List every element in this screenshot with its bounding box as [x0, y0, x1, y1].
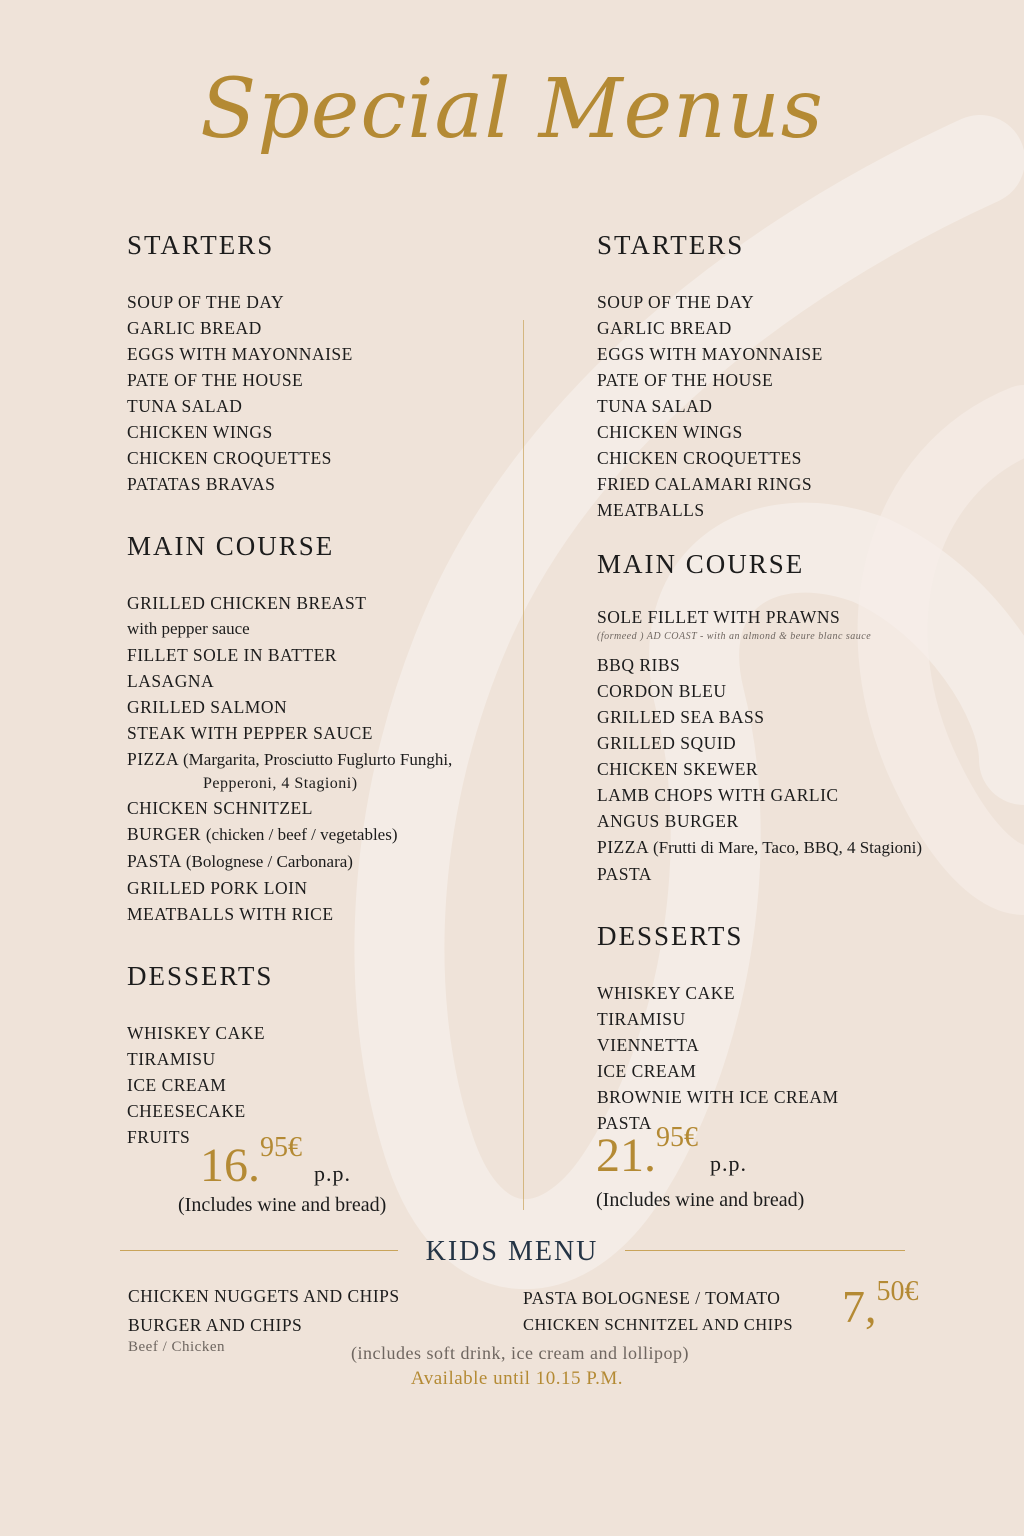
- kids-item-sub: Beef / Chicken: [128, 1339, 225, 1355]
- item-detail: (Frutti di Mare, Taco, BBQ, 4 Stagioni): [653, 838, 923, 857]
- menu-item: [597, 834, 997, 861]
- kids-includes-note: (includes soft drink, ice cream and lollipop): [351, 1343, 689, 1363]
- menu-item: LAMB CHOPS WITH GARLIC: [597, 785, 839, 805]
- menu-item: FRUITS: [127, 1127, 191, 1147]
- kids-item: CHICKEN SCHNITZEL AND CHIPS: [523, 1315, 794, 1334]
- right-starters: [597, 230, 997, 523]
- item-name: PASTA: [127, 851, 181, 871]
- menu-item: GARLIC BREAD: [597, 318, 732, 338]
- menu-right: [597, 230, 997, 1170]
- menu-item: WHISKEY CAKE: [597, 983, 736, 1003]
- menu-item: BROWNIE WITH ICE CREAM: [597, 1087, 839, 1107]
- menu-item: CHICKEN WINGS: [127, 422, 273, 442]
- kids-item: PASTA BOLOGNESE / TOMATO: [523, 1288, 781, 1308]
- menu-item: MEATBALLS WITH RICE: [127, 904, 334, 924]
- left-main-course: [127, 531, 507, 927]
- menu-item: FRIED CALAMARI RINGS: [597, 474, 813, 494]
- left-starters: [127, 230, 507, 497]
- menu-item: STEAK WITH PEPPER SAUCE: [127, 723, 373, 743]
- price-cents: 95€: [260, 1132, 302, 1163]
- section-heading: DESSERTS: [597, 921, 744, 951]
- menu-item: [127, 848, 507, 875]
- menu-item: PATE OF THE HOUSE: [597, 370, 774, 390]
- menu-item: MEATBALLS: [597, 500, 705, 520]
- menu-item: PATE OF THE HOUSE: [127, 370, 304, 390]
- menu-item-sub: with pepper sauce: [127, 619, 250, 638]
- menu-item: TUNA SALAD: [597, 396, 713, 416]
- menu-item-detail: Pepperoni, 4 Stagioni): [203, 775, 358, 792]
- page-title: Special Menus: [200, 62, 824, 157]
- right-includes: (Includes wine and bread): [596, 1189, 805, 1211]
- menu-item: WHISKEY CAKE: [127, 1023, 266, 1043]
- menu-item: TIRAMISU: [597, 1009, 686, 1029]
- item-name: PIZZA: [127, 749, 179, 769]
- menu-item: EGGS WITH MAYONNAISE: [127, 344, 353, 364]
- menu-item: [127, 746, 507, 773]
- column-divider: [523, 320, 524, 1210]
- price-cents: 95€: [656, 1122, 698, 1153]
- kids-menu-heading: KIDS MENU: [425, 1236, 599, 1267]
- price-per-person: p.p.: [710, 1151, 747, 1176]
- menu-item: CHICKEN WINGS: [597, 422, 743, 442]
- section-heading: MAIN COURSE: [597, 549, 805, 579]
- menu-item: VIENNETTA: [597, 1035, 700, 1055]
- left-desserts: [127, 961, 507, 1150]
- menu-item: EGGS WITH MAYONNAISE: [597, 344, 823, 364]
- menu-item: CORDON BLEU: [597, 681, 727, 701]
- menu-item: GRILLED PORK LOIN: [127, 878, 308, 898]
- menu-item: GARLIC BREAD: [127, 318, 262, 338]
- left-price: [200, 1132, 351, 1193]
- menu-item: ICE CREAM: [127, 1075, 227, 1095]
- menu-item: ANGUS BURGER: [597, 811, 739, 831]
- menu-item: GRILLED SEA BASS: [597, 707, 765, 727]
- menu-item: [127, 821, 507, 848]
- left-includes: (Includes wine and bread): [178, 1194, 387, 1216]
- menu-item: CHICKEN SKEWER: [597, 759, 759, 779]
- kids-item: CHICKEN NUGGETS AND CHIPS: [128, 1286, 400, 1306]
- availability-note: Available until 10.15 P.M.: [410, 1368, 624, 1389]
- item-detail: (chicken / beef / vegetables): [205, 825, 398, 844]
- menu-item: GRILLED CHICKEN BREAST: [127, 593, 367, 613]
- section-heading: STARTERS: [127, 230, 275, 260]
- menu-item: PATATAS BRAVAS: [127, 474, 276, 494]
- price-cents: 50€: [876, 1276, 919, 1307]
- price-euros: 7,: [842, 1281, 877, 1332]
- item-name: PIZZA: [597, 837, 649, 857]
- menu-item: ICE CREAM: [597, 1061, 697, 1081]
- menu-item-note: (formeed ) AD COAST - with an almond & beure blanc sauce: [597, 631, 872, 642]
- menu-item: CHICKEN CROQUETTES: [127, 448, 332, 468]
- kids-price: [842, 1276, 919, 1333]
- menu-item: LASAGNA: [127, 671, 215, 691]
- menu-item: SOLE FILLET WITH PRAWNS: [597, 607, 841, 627]
- price-euros: 16.: [200, 1139, 260, 1192]
- item-detail: (Margarita, Prosciutto Fuglurto Funghi,: [183, 750, 453, 769]
- menu-item: PASTA: [597, 864, 652, 884]
- menu-item: GRILLED SQUID: [597, 733, 737, 753]
- menu-item: TUNA SALAD: [127, 396, 243, 416]
- menu-left: [127, 230, 507, 1184]
- menu-item: SOUP OF THE DAY: [597, 292, 755, 312]
- section-heading: STARTERS: [597, 230, 745, 260]
- menu-item: GRILLED SALMON: [127, 697, 288, 717]
- menu-item: CHICKEN SCHNITZEL: [127, 798, 313, 818]
- menu-item: BBQ RIBS: [597, 655, 681, 675]
- menu-item: FILLET SOLE IN BATTER: [127, 645, 337, 665]
- menu-item: CHICKEN CROQUETTES: [597, 448, 802, 468]
- section-heading: MAIN COURSE: [127, 531, 335, 561]
- item-name: BURGER: [127, 824, 201, 844]
- price-per-person: p.p.: [314, 1161, 351, 1186]
- menu-item: TIRAMISU: [127, 1049, 216, 1069]
- item-detail: (Bolognese / Carbonara): [185, 852, 353, 871]
- price-euros: 21.: [596, 1129, 656, 1182]
- menu-item: PASTA: [597, 1113, 652, 1133]
- section-heading: DESSERTS: [127, 961, 274, 991]
- menu-item: CHEESECAKE: [127, 1101, 246, 1121]
- right-desserts: [597, 921, 997, 1136]
- kids-item: BURGER AND CHIPS: [128, 1315, 303, 1335]
- right-main-course: [597, 549, 997, 887]
- menu-item: SOUP OF THE DAY: [127, 292, 285, 312]
